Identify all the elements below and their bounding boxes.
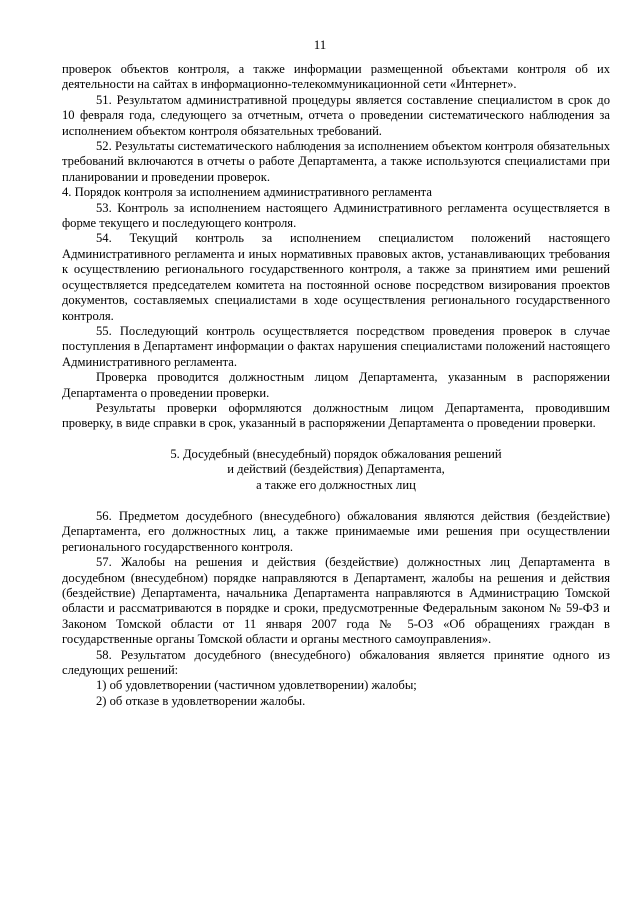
section-5-heading-line-2: и действий (бездействия) Департамента, <box>227 462 445 477</box>
paragraph-inspection: Проверка проводится должностным лицом Департамента, указанным в распоряжении Департамента о проведении проверки. <box>62 370 610 400</box>
section-4-heading: 4. Порядок контроля за исполнением административного регламента <box>62 185 432 200</box>
list-item-2: 2) об отказе в удовлетворении жалобы. <box>96 693 306 708</box>
list-item-1: 1) об удовлетворении (частичном удовлетворении) жалобы; <box>96 678 417 693</box>
paragraph-56: 56. Предметом досудебного (внесудебного) обжалования являются действия (бездействие) Департамента, его должностных лиц, а также принимаемые ими решения при осуществлении регионального государственного контроля. <box>62 508 610 554</box>
paragraph-52: 52. Результаты систематического наблюдения за исполнением объектом контроля обязательных требований включаются в отчеты о работе Департамента, а также используются специалистами при планировании и проведении проверок. <box>62 139 610 184</box>
paragraph-58: 58. Результатом досудебного (внесудебного) обжалования является принятие одного из следующих решений: <box>62 647 610 678</box>
page-number: 11 <box>313 37 327 52</box>
section-5-heading-line-3: а также его должностных лиц <box>256 477 416 492</box>
paragraph-51: 51. Результатом административной процедуры является составление специалистом в срок до 10 февраля года, следующего за отчетным, отчета о проведении систематического наблюдения за исполнением объектом контроля обязательных требований. <box>62 92 610 138</box>
section-5-heading <box>62 447 610 493</box>
paragraph-continuation: проверок объектов контроля, а также информации размещенной объектами контроля об их деятельности на сайтах в информационно-телекоммуникационной сети «Интернет». <box>62 62 610 92</box>
section-5-heading-line-1: 5. Досудебный (внесудебный) порядок обжалования решений <box>170 446 502 461</box>
paragraph-results: Результаты проверки оформляются должностным лицом Департамента, проводившим проверку, в виде справки в срок, указанный в распоряжении Департамента о проведении проверки. <box>62 400 610 431</box>
paragraph-53: 53. Контроль за исполнением настоящего Административного регламента осуществляется в форме текущего и последующего контроля. <box>62 200 610 231</box>
paragraph-54: 54. Текущий контроль за исполнением специалистом положений настоящего Административного регламента и иных нормативных правовых актов, устанавливающих требования к осуществлению регионального государственного контроля, а также за принятием ими решений осуществляется председателем комитета на постоянной основе посредством визирования проектов документов, составляемых специалистами в ходе осуществления регионального государственного контроля. <box>62 231 610 323</box>
page-content <box>62 62 610 709</box>
paragraph-55: 55. Последующий контроль осуществляется посредством проведения проверок в случае поступления в Департамент информации о фактах нарушения специалистами положений настоящего Административного регламента. <box>62 323 610 369</box>
paragraph-57: 57. Жалобы на решения и действия (бездействие) должностных лиц Департамента в досудебном (внесудебном) порядке направляются в Департамент, жалобы на решения и действия (бездействие) Департамента, начальника Департамента направляются в Администрацию Томской области и рассматриваются в порядке и сроки, предусмотренные Федеральным законом № 59-ФЗ и Законом Томской области от 11 января 2007 года № 5-ОЗ «Об обращениях граждан в государственные органы Томской области и органы местного самоуправления». <box>62 555 610 647</box>
